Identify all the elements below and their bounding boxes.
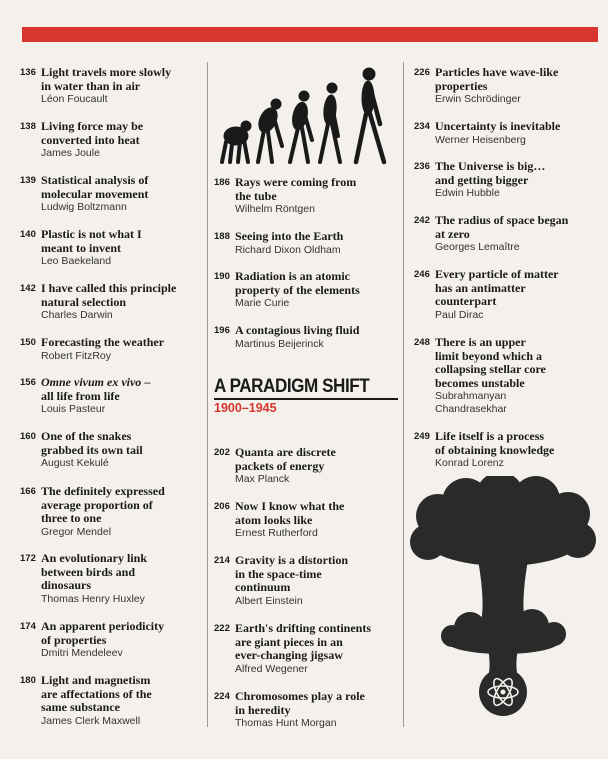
toc-entry[interactable] [414,268,602,322]
entry-title: Earth's drifting continents are giant pieces in an ever-changing jigsaw [235,621,372,662]
toc-entry[interactable] [214,446,400,486]
page-number: 248 [414,337,430,348]
entry-title: The radius of space began at zero [435,213,569,241]
entry-title: Radiation is an atomic property of the elements [235,269,360,297]
toc-entry[interactable] [414,214,602,254]
toc-entry[interactable] [20,674,208,728]
page-number: 206 [214,501,230,512]
entry-title: Uncertainty is inevitable [435,119,561,133]
section-years: 1900–1945 [214,401,277,415]
evolution-of-man-icon [216,64,402,166]
entry-title-latin: Omne vivum ex vivo [41,375,142,389]
entry-title: Living force may be converted into heat [41,119,144,147]
toc-entry[interactable] [20,120,208,160]
entry-title: Rays were coming from the tube [235,175,357,203]
mushroom-cloud-atom-icon [408,476,598,734]
entry-title: Seeing into the Earth [235,229,344,243]
entry-title: Every particle of matter has an antimatter counterpart [435,267,559,308]
entry-title-rest: – all life from life [41,375,151,403]
entry-author: Robert FitzRoy [41,349,112,362]
section-header [214,376,400,424]
entry-author: Léon Foucault [41,93,108,105]
entry-author: Paul Dirac [435,308,484,321]
page-number: 242 [414,215,430,226]
page-number: 234 [414,121,430,132]
entry-title: Forecasting the weather [41,335,165,349]
page-number: 160 [20,431,36,442]
entry-author: Thomas Hunt Morgan [235,717,337,729]
entry-author: Charles Darwin [41,309,113,321]
page-number: 222 [214,623,230,634]
toc-entry[interactable] [20,282,208,322]
page-number: 214 [214,555,230,566]
toc-entry[interactable] [20,376,208,416]
entry-title: A contagious living fluid [235,323,360,337]
page-number: 150 [20,337,36,348]
toc-entry[interactable] [214,176,400,216]
entry-title: The definitely expressed average proportion of three to one [41,484,165,525]
page-number: 226 [414,67,430,78]
page-number: 156 [20,377,36,388]
entry-author: Georges Lemaître [435,241,520,253]
entry-author: Ludwig Boltzmann [41,201,127,213]
entry-author: Albert Einstein [235,594,303,607]
toc-entry[interactable] [414,336,602,416]
entry-author: Werner Heisenberg [435,133,526,146]
entry-title: The Universe is big… and getting bigger [435,159,546,187]
toc-entry[interactable] [414,430,602,470]
toc-entry[interactable] [214,230,400,257]
page-number: 202 [214,447,230,458]
entry-title: Gravity is a distortion in the space-time continuum [235,553,348,594]
entry-author: Thomas Henry Huxley [41,592,145,605]
toc-entry[interactable] [214,554,400,608]
toc-entry[interactable] [20,485,208,539]
page-number: 224 [214,691,230,702]
toc-entry[interactable] [20,66,208,106]
page-number: 190 [214,271,230,282]
entry-author: Martinus Beijerinck [235,337,324,350]
toc-entry[interactable] [414,160,602,200]
page-number: 236 [414,161,430,172]
entry-author: James Joule [41,147,100,159]
page-number: 140 [20,229,36,240]
entry-author: James Clerk Maxwell [41,714,141,727]
toc-entry[interactable] [20,174,208,214]
toc-entry[interactable] [214,270,400,310]
page-number: 186 [214,177,230,188]
entry-author: Richard Dixon Oldham [235,243,341,256]
entry-author: Leo Baekeland [41,255,112,267]
toc-entry[interactable] [214,622,400,676]
toc-entry[interactable] [20,228,208,268]
page-number: 142 [20,283,36,294]
entry-title: Light travels more slowly in water than in air [41,65,172,93]
page-number: 249 [414,431,430,442]
page-number: 172 [20,553,36,564]
page-number: 196 [214,325,230,336]
entry-title: I have called this principle natural selection [41,281,177,309]
toc-entry[interactable] [20,430,208,470]
page-number: 166 [20,486,36,497]
entry-title: Plastic is not what I meant to invent [41,227,142,255]
page-number: 246 [414,269,430,280]
entry-author: Louis Pasteur [41,403,106,415]
entry-title [41,376,208,403]
entry-author: Ernest Rutherford [235,527,318,539]
toc-entry[interactable] [214,690,400,730]
entry-author: Edwin Hubble [435,187,500,199]
toc-entry[interactable] [20,620,208,660]
toc-entry[interactable] [214,500,400,540]
entry-author: Subrahmanyan Chandrasekhar [435,390,507,415]
entry-author: Konrad Lorenz [435,457,504,469]
entry-title: An apparent periodicity of properties [41,619,165,647]
page-number: 174 [20,621,36,632]
column-divider-2 [403,62,404,727]
entry-author: Erwin Schrödinger [435,93,521,105]
entry-title: Quanta are discrete packets of energy [235,445,336,473]
entry-author: Dmitri Mendeleev [41,647,123,659]
entry-author: Alfred Wegener [235,662,308,675]
entry-title: Statistical analysis of molecular movement [41,173,149,201]
entry-title: There is an upper limit beyond which a collapsing stellar core becomes unstable [435,335,546,390]
entry-title: Life itself is a process of obtaining knowledge [435,429,555,457]
section-rule [214,398,398,400]
page-number: 188 [214,231,230,242]
section-title: A PARADIGM SHIFT [214,376,370,397]
entry-author: Gregor Mendel [41,525,112,538]
entry-author: August Kekulé [41,457,109,469]
top-red-bar [22,27,598,42]
toc-entry[interactable] [20,336,208,363]
page-number: 139 [20,175,36,186]
entry-author: Max Planck [235,473,290,485]
entry-title: An evolutionary link between birds and dinosaurs [41,551,148,592]
page-number: 180 [20,675,36,686]
toc-entry[interactable] [414,120,602,147]
toc-entry[interactable] [20,552,208,606]
entry-title: One of the snakes grabbed its own tail [41,429,143,457]
entry-title: Chromosomes play a role in heredity [235,689,365,717]
entry-title: Particles have wave-like properties [435,65,559,93]
page-number: 136 [20,67,36,78]
entry-title: Light and magnetism are affectations of the same substance [41,673,152,714]
toc-entry[interactable] [214,324,400,351]
entry-title: Now I know what the atom looks like [235,499,345,527]
page-number: 138 [20,121,36,132]
entry-author: Marie Curie [235,297,290,309]
entry-author: Wilhelm Röntgen [235,203,315,215]
toc-entry[interactable] [414,66,602,106]
